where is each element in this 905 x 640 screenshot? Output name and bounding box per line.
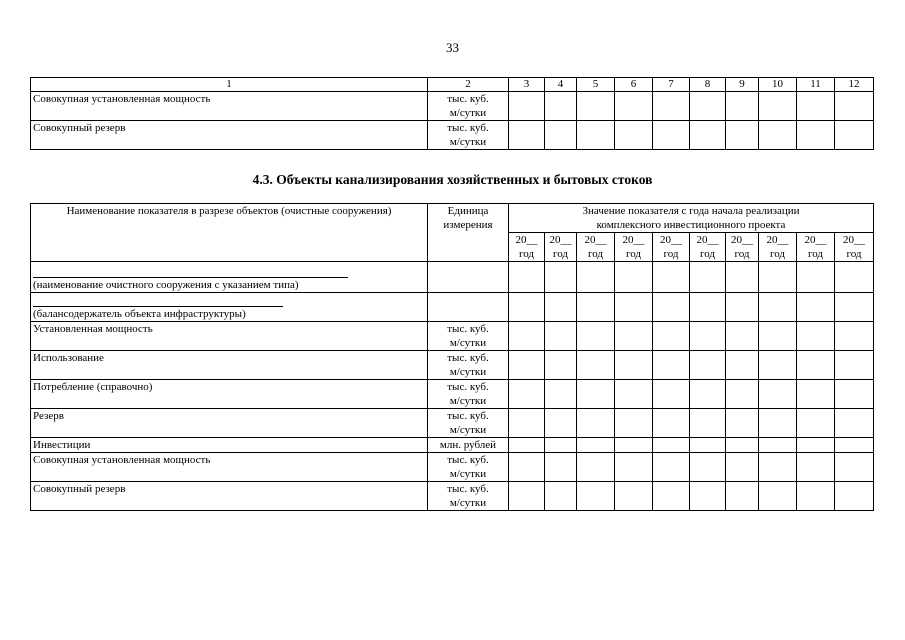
table-row <box>31 380 874 409</box>
row-unit: тыс. куб. м/сутки <box>428 121 509 150</box>
facility-name-cell: (наименование очистного сооружения с указанием типа) <box>31 262 428 293</box>
table-row <box>31 453 874 482</box>
wastewater-objects-table <box>30 203 874 511</box>
year-cell: 20__ год <box>759 233 797 262</box>
row-label: Совокупный резерв <box>31 121 428 150</box>
capacity-summary-table <box>30 77 874 150</box>
table-row <box>31 438 874 453</box>
owner-name-cell: (балансодержатель объекта инфраструктуры) <box>31 293 428 322</box>
blank-fill-line <box>33 267 348 278</box>
header-value: Значение показателя с года начала реализации комплексного инвестиционного проекта <box>509 204 874 233</box>
table-row <box>31 92 874 121</box>
year-cell: 20__ год <box>545 233 577 262</box>
row-unit: тыс. куб. м/сутки <box>428 380 509 409</box>
table-row <box>31 482 874 511</box>
row-label: Резерв <box>31 409 428 438</box>
col-number: 12 <box>835 78 874 92</box>
row-unit: тыс. куб. м/сутки <box>428 322 509 351</box>
row-label: Установленная мощность <box>31 322 428 351</box>
col-number: 1 <box>31 78 428 92</box>
row-label: Использование <box>31 351 428 380</box>
year-cell: 20__ год <box>726 233 759 262</box>
year-cell: 20__ год <box>577 233 615 262</box>
row-label: Совокупная установленная мощность <box>31 453 428 482</box>
year-cell: 20__ год <box>835 233 874 262</box>
page-number: 33 <box>446 40 459 55</box>
year-cell: 20__ год <box>615 233 653 262</box>
header-row <box>31 204 874 233</box>
header-indicator-name: Наименование показателя в разрезе объектов (очистные сооружения) <box>31 204 428 262</box>
table-row <box>31 409 874 438</box>
col-number: 10 <box>759 78 797 92</box>
table-row <box>31 322 874 351</box>
section-title: 4.3. Объекты канализирования хозяйственных и бытовых стоков <box>252 172 653 187</box>
row-unit: тыс. куб. м/сутки <box>428 92 509 121</box>
col-number: 5 <box>577 78 615 92</box>
col-number: 2 <box>428 78 509 92</box>
row-label: Совокупная установленная мощность <box>31 92 428 121</box>
year-cell: 20__ год <box>653 233 690 262</box>
owner-name-row <box>31 293 874 322</box>
table-row <box>31 121 874 150</box>
col-number: 7 <box>653 78 690 92</box>
col-number: 6 <box>615 78 653 92</box>
col-number: 11 <box>797 78 835 92</box>
col-number: 4 <box>545 78 577 92</box>
row-unit: млн. рублей <box>428 438 509 453</box>
row-unit: тыс. куб. м/сутки <box>428 351 509 380</box>
row-unit: тыс. куб. м/сутки <box>428 453 509 482</box>
col-number: 9 <box>726 78 759 92</box>
row-unit: тыс. куб. м/сутки <box>428 409 509 438</box>
row-label: Инвестиции <box>31 438 428 453</box>
facility-name-row <box>31 262 874 293</box>
header-unit: Единица измерения <box>428 204 509 262</box>
row-label: Совокупный резерв <box>31 482 428 511</box>
row-unit: тыс. куб. м/сутки <box>428 482 509 511</box>
col-number: 8 <box>690 78 726 92</box>
year-cell: 20__ год <box>797 233 835 262</box>
year-cell: 20__ год <box>690 233 726 262</box>
row-label: Потребление (справочно) <box>31 380 428 409</box>
blank-fill-line <box>33 296 283 307</box>
col-number: 3 <box>509 78 545 92</box>
table-row <box>31 351 874 380</box>
column-number-row <box>31 78 874 92</box>
year-cell: 20__ год <box>509 233 545 262</box>
